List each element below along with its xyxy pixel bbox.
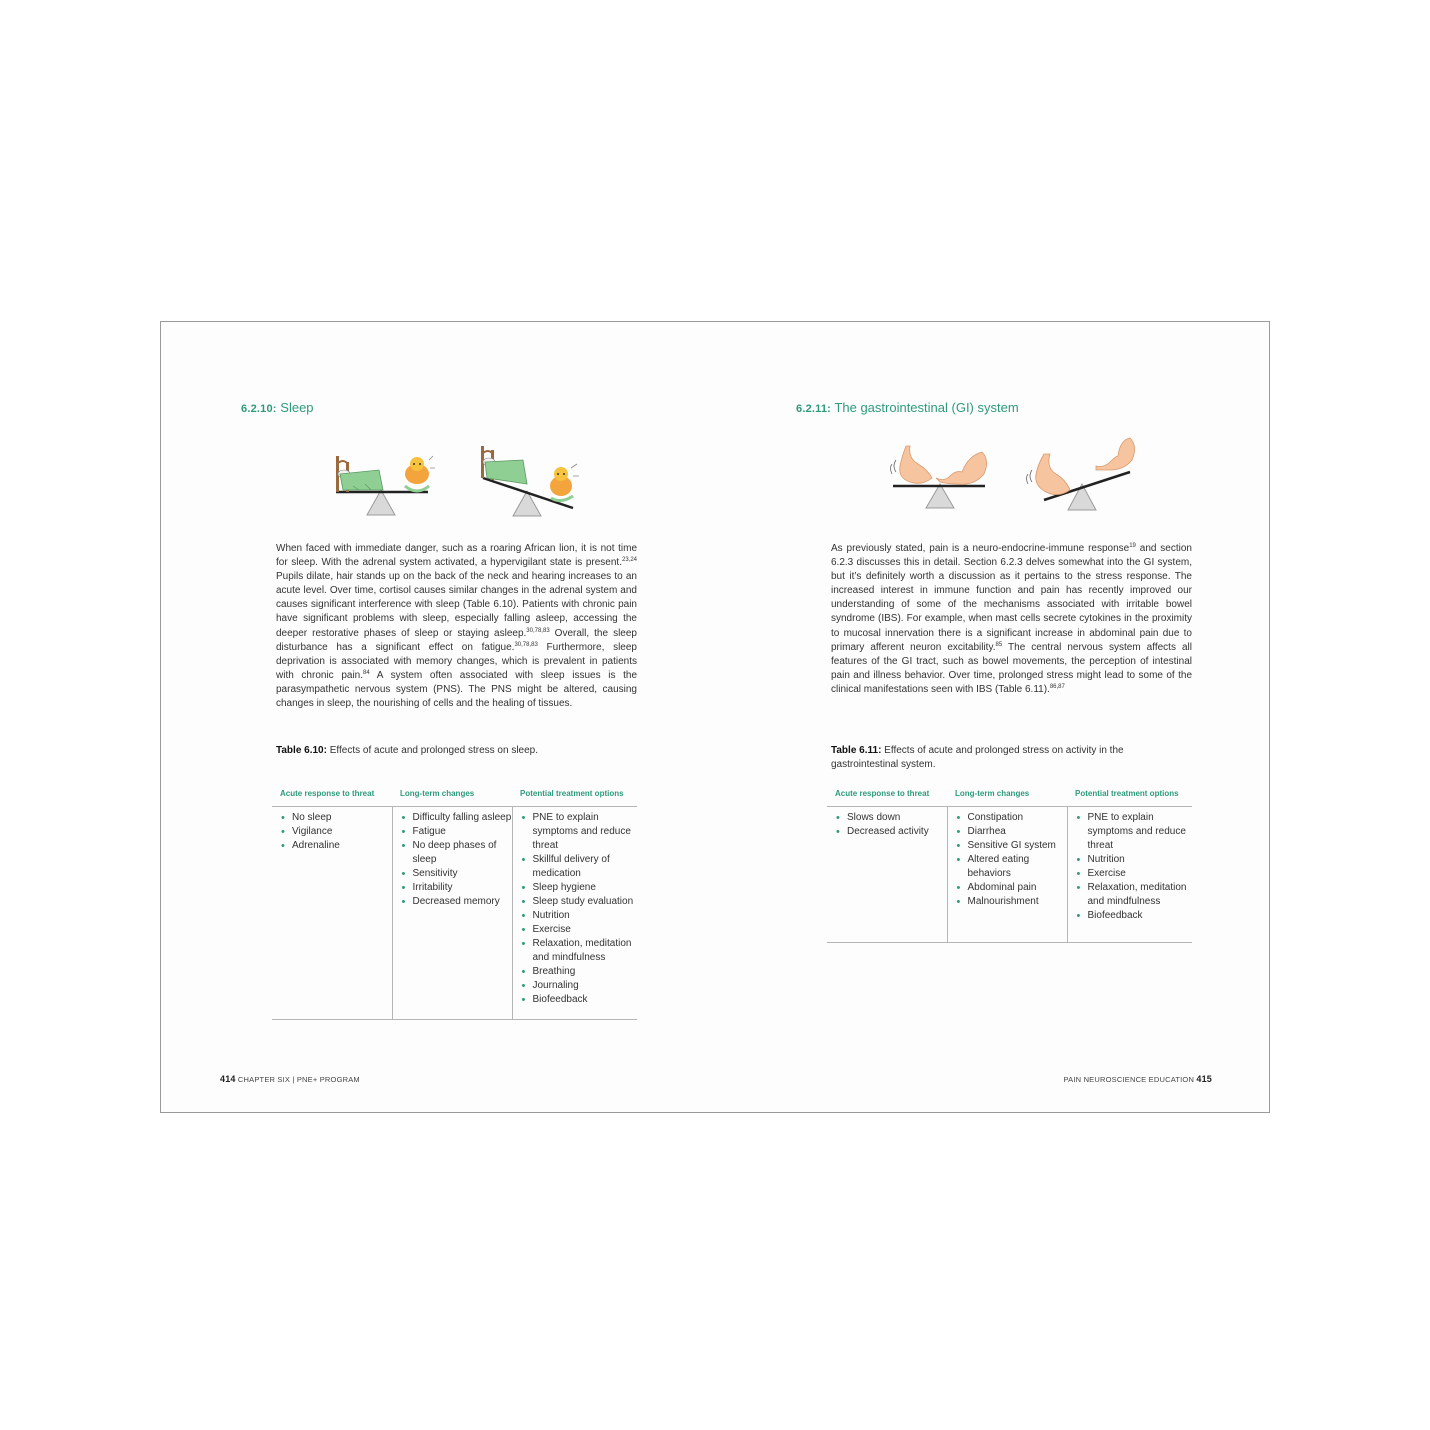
list-item: • Adrenaline xyxy=(278,839,392,853)
table-row xyxy=(272,807,637,1020)
list-item: • Diarrhea xyxy=(954,825,1067,839)
body-run: Overall, the sleep disturbance has a significant effect on fatigue. xyxy=(276,627,637,653)
stress-table-sleep xyxy=(272,786,637,1020)
list-item: • Relaxation, meditation and mindfulness xyxy=(1074,881,1193,909)
table-caption-text: Effects of acute and prolonged stress on sleep. xyxy=(326,745,539,756)
body-text xyxy=(831,542,1192,697)
list-item: • Altered eating behaviors xyxy=(954,853,1067,881)
list-item: • Constipation xyxy=(954,811,1067,825)
citation: 85 xyxy=(995,641,1003,648)
list-item: • Biofeedback xyxy=(1074,909,1193,923)
list-item: • No sleep xyxy=(278,811,392,825)
list-item: • Difficulty falling asleep xyxy=(399,811,512,825)
section-heading xyxy=(796,400,1019,415)
table-header: Acute response to threat xyxy=(272,786,392,807)
running-footer: CHAPTER SIX | PNE+ PROGRAM xyxy=(235,1075,360,1084)
sleep-seesaw-balanced-illustration xyxy=(331,446,436,518)
body-run: and section 6.2.3 discusses this in detail. Section 6.2.3 delves somewhat into the GI system, but it’s definitely worth a discussion as it pertains to the stress response. The increased interest in immune function and pain has recently improved our understanding of some of the mechanisms associated with irritable bowel syndrome (IBS). For example, when mast cells secrete cytokines in the proximity to mucosal innervation there is a significant increase in abdominal pain due to primary afferent neuron excitability. xyxy=(831,543,1192,653)
table-row xyxy=(827,807,1192,943)
sleep-seesaw-tilted-illustration xyxy=(477,440,585,520)
section-number: 6.2.10: xyxy=(241,403,277,415)
table-cell-acute xyxy=(272,807,392,1020)
stress-table-gi xyxy=(827,786,1192,943)
list-item: • Nutrition xyxy=(1074,853,1193,867)
list-item: • Decreased memory xyxy=(399,895,512,909)
list-item: • Malnourishment xyxy=(954,895,1067,909)
list-item: • Biofeedback xyxy=(519,993,638,1007)
list-item: • Sensitive GI system xyxy=(954,839,1067,853)
table-header: Potential treatment options xyxy=(1067,786,1192,807)
table-cell-longterm xyxy=(947,807,1067,943)
list-item: • Sleep study evaluation xyxy=(519,895,638,909)
table-header-row xyxy=(827,786,1192,807)
citation: 19 xyxy=(1129,543,1136,549)
citation: 23,24 xyxy=(621,557,637,564)
table-cell-longterm xyxy=(392,807,512,1020)
table-caption xyxy=(276,744,637,758)
list-item: • Slows down xyxy=(833,811,947,825)
list-item: • Nutrition xyxy=(519,909,638,923)
stomach-seesaw-balanced-illustration xyxy=(888,438,993,512)
body-text xyxy=(276,542,637,711)
list-item: • Vigilance xyxy=(278,825,392,839)
page-number: 415 xyxy=(1196,1074,1212,1084)
list-item: • Fatigue xyxy=(399,825,512,839)
book-spread xyxy=(160,321,1270,1113)
section-heading xyxy=(241,400,314,415)
list-item: • Relaxation, meditation and mindfulness xyxy=(519,937,638,965)
body-run: Furthermore, sleep deprivation is associated with memory changes, which is prevalent in patients with chronic pain. xyxy=(276,641,637,681)
table-caption-label: Table 6.11: xyxy=(831,745,882,756)
list-item: • Decreased activity xyxy=(833,825,947,839)
citation: 86,87 xyxy=(1049,683,1065,690)
body-run: Pupils dilate, hair stands up on the back of the neck and hearing increases to an acute level. Over time, cortisol causes similar changes in the adrenal system and causes significant interference with sleep (Table 6.10). Patients with chronic pain have significant problems with sleep, especially falling asleep, accessing the deeper restorative phases of sleep or staying asleep. xyxy=(276,571,637,639)
list-item: • PNE to explain symptoms and reduce threat xyxy=(1074,811,1193,853)
citation: 30,78,83 xyxy=(526,627,550,634)
page-footer xyxy=(220,1074,360,1084)
list-item: • Exercise xyxy=(519,923,638,937)
list-item: • Sleep hygiene xyxy=(519,881,638,895)
list-item: • PNE to explain symptoms and reduce threat xyxy=(519,811,638,853)
table-header: Acute response to threat xyxy=(827,786,947,807)
list-item: • No deep phases of sleep xyxy=(399,839,512,867)
table-caption-label: Table 6.10: xyxy=(276,745,327,756)
running-footer: PAIN NEUROSCIENCE EDUCATION xyxy=(1063,1075,1197,1084)
right-page xyxy=(716,322,1271,1112)
list-item: • Abdominal pain xyxy=(954,881,1067,895)
left-page xyxy=(161,322,716,1112)
page-number: 414 xyxy=(220,1074,236,1084)
table-caption xyxy=(831,744,1192,772)
list-item: • Sensitivity xyxy=(399,867,512,881)
list-item: • Journaling xyxy=(519,979,638,993)
list-item: • Exercise xyxy=(1074,867,1193,881)
table-header: Long-term changes xyxy=(392,786,512,807)
table-cell-acute xyxy=(827,807,947,943)
table-caption-text: Effects of acute and prolonged stress on activity in the gastrointestinal system. xyxy=(831,745,1124,770)
section-title: The gastrointestinal (GI) system xyxy=(834,400,1019,415)
list-item: • Irritability xyxy=(399,881,512,895)
citation: 30,78,83 xyxy=(514,641,538,648)
table-header: Long-term changes xyxy=(947,786,1067,807)
list-item: • Breathing xyxy=(519,965,638,979)
body-run: As previously stated, pain is a neuro-endocrine-immune response xyxy=(831,543,1130,554)
body-run: A system often associated with sleep issues is the parasympathetic nervous system (PNS). The PNS might be altered, causing changes in sleep, the nourishing of cells and the healing of tissues. xyxy=(276,669,637,710)
list-item: • Skillful delivery of medication xyxy=(519,853,638,881)
section-number: 6.2.11: xyxy=(796,403,832,415)
table-header: Potential treatment options xyxy=(512,786,637,807)
body-run: The central nervous system affects all features of the GI tract, such as bowel movements, the perception of intestinal pain and illness behavior. Over time, prolonged stress might lead to some of the clinical manifestations seen with IBS (Table 6.11). xyxy=(831,641,1192,695)
body-run: When faced with immediate danger, such as a roaring African lion, it is not time for sleep. With the adrenal system activated, a hypervigilant state is present. xyxy=(276,543,637,569)
section-title: Sleep xyxy=(280,400,314,415)
page-footer xyxy=(1064,1074,1212,1084)
table-cell-treatment xyxy=(512,807,637,1020)
citation: 84 xyxy=(363,669,370,676)
stomach-seesaw-tilted-illustration xyxy=(1026,434,1138,516)
table-cell-treatment xyxy=(1067,807,1192,943)
table-header-row xyxy=(272,786,637,807)
